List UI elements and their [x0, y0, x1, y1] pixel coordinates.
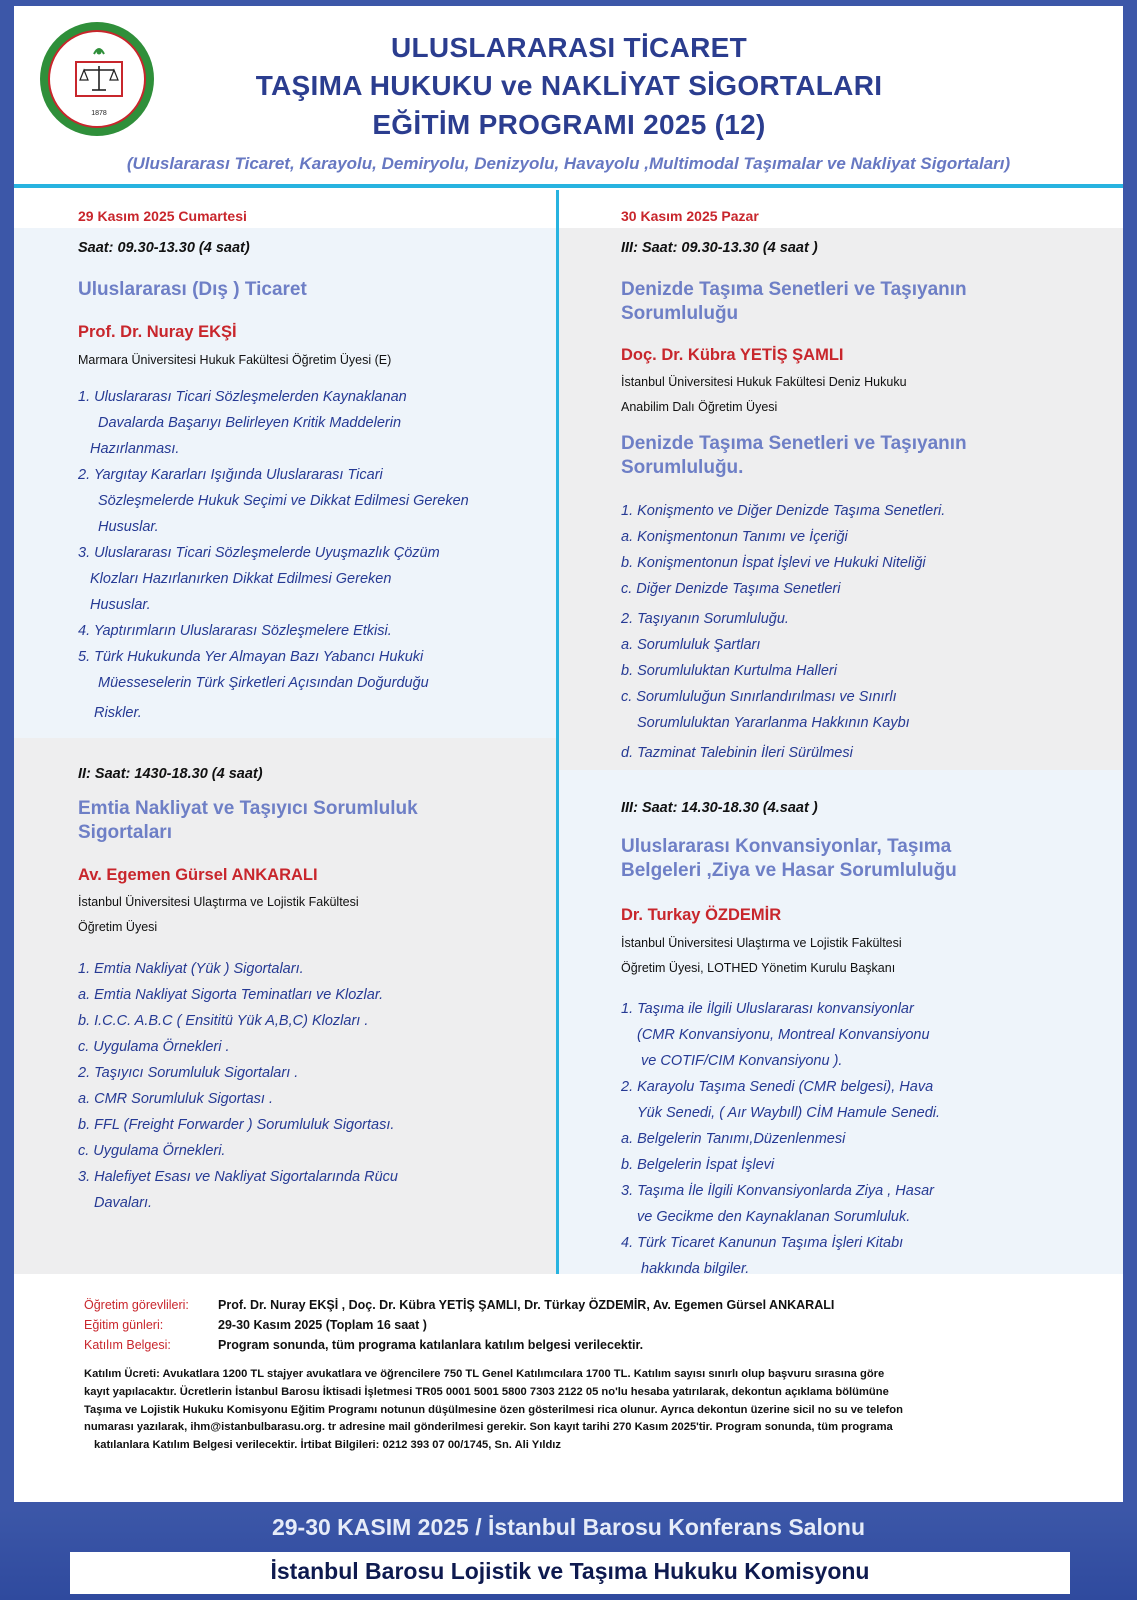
list-item: hakkında bilgiler. [641, 1261, 750, 1277]
title-line-3: EĞİTİM PROGRAMI 2025 (12) [372, 109, 766, 140]
session-1-time: Saat: 09.30-13.30 (4 saat) [78, 240, 250, 256]
session-1-topic: Uluslararası (Dış ) Ticaret [78, 279, 307, 300]
footer-date-venue: 29-30 KASIM 2025 / İstanbul Barosu Konferans Salonu [271, 1514, 866, 1540]
list-item: b. Sorumluluktan Kurtulma Halleri [621, 663, 837, 679]
list-item: c. Diğer Denizde Taşıma Senetleri [621, 581, 841, 597]
subtitle: (Uluslararası Ticaret, Karayolu, Demiryolu, Denizyolu, Havayolu ,Multimodal Taşımalar ve Nakliyat Sigortaları) [126, 154, 1011, 173]
flyer-page [14, 6, 1123, 1502]
list-item: Müesseselerin Türk Şirketleri Açısından Doğurduğu [98, 675, 429, 691]
list-item: a. Belgelerin Tanımı,Düzenlenmesi [621, 1131, 846, 1147]
day-1-column [14, 190, 556, 1274]
list-item: b. I.C.C. A.B.C ( Ensititü Yük A,B,C) Klozları . [78, 1013, 369, 1029]
list-item: 2. Taşıyanın Sorumluluğu. [621, 611, 789, 627]
list-item: 2. Yargıtay Kararları Işığında Uluslararası Ticari [78, 467, 383, 483]
certificate-value: Program sonunda, tüm programa katılanlara katılım belgesi verilecektir. [218, 1338, 644, 1352]
list-item: 1. Emtia Nakliyat (Yük ) Sigortaları. [78, 961, 304, 977]
list-item: c. Uygulama Örnekleri . [78, 1039, 230, 1055]
session-3-speaker: Doç. Dr. Kübra YETİŞ ŞAMLI [621, 346, 844, 364]
list-item: 3. Uluslararası Ticari Sözleşmelerde Uyuşmazlık Çözüm [78, 545, 440, 561]
list-item: Sorumluluktan Yararlanma Hakkının Kaybı [637, 715, 910, 731]
session-2-speaker: Av. Egemen Gürsel ANKARALI [78, 866, 318, 884]
days-label: Eğitim günleri: [84, 1318, 164, 1332]
list-item: 4. Yaptırımların Uluslararası Sözleşmelere Etkisi. [78, 623, 392, 639]
list-item: Klozları Hazırlanırken Dikkat Edilmesi Gereken [90, 571, 392, 587]
list-item: b. Konişmentonun İspat İşlevi ve Hukuki Niteliği [621, 555, 926, 571]
session-4-affiliation: İstanbul Üniversitesi Ulaştırma ve Lojistik Fakültesi Öğretim Üyesi, LOTHED Yönetim Kurulu Başkanı [621, 936, 902, 975]
session-3-topic: Denizde Taşıma Senetleri ve Taşıyanın Sorumluluğu [621, 279, 967, 324]
istanbul-barosu-logo [40, 22, 154, 136]
list-item: 1. Taşıma ile İlgili Uluslararası konvansiyonlar [621, 1001, 914, 1017]
list-item: 4. Türk Ticaret Kanunun Taşıma İşleri Kitabı [621, 1235, 904, 1251]
list-item: Riskler. [94, 705, 142, 721]
certificate-label: Katılım Belgesi: [84, 1338, 171, 1352]
list-item: 1. Uluslararası Ticari Sözleşmelerden Kaynaklanan [78, 389, 407, 405]
fee-line: Taşıma ve Lojistik Hukuku Komisyonu Eğitim Programı notunun düşülmesine özen gösterilmesi rica olunur. Ayrıca dekontun üzerine sicil no su ve telefon [84, 1403, 903, 1416]
list-item: a. Emtia Nakliyat Sigorta Teminatları ve Klozlar. [78, 987, 384, 1003]
day-1-date: 29 Kasım 2025 Cumartesi [78, 208, 247, 224]
fee-line: katılanlara Katılım Belgesi verilecektir. İrtibat Bilgileri: 0212 393 07 00/1745, Sn. Ali Yıldız [94, 1439, 561, 1452]
session-3-outline [621, 498, 945, 766]
session-4-topic: Uluslararası Konvansiyonlar, Taşıma Belgeleri ,Ziya ve Hasar Sorumluluğu [621, 836, 957, 881]
instructors-value: Prof. Dr. Nuray EKŞİ , Doç. Dr. Kübra YETİŞ ŞAMLI, Dr. Türkay ÖZDEMİR, Av. Egemen Gürsel ANKARALI [218, 1298, 835, 1312]
logo-year: 1878 [91, 110, 107, 117]
session-2-affiliation: İstanbul Üniversitesi Ulaştırma ve Lojistik Fakültesi Öğretim Üyesi [78, 895, 359, 934]
session-4-time: III: Saat: 14.30-18.30 (4.saat ) [621, 800, 818, 816]
fee-line: kayıt yapılacaktır. Ücretlerin İstanbul Barosu İktisadi İşletmesi TR05 0001 5001 5800 7303 2122 05 no'lu hesaba yatırılarak, dekontun açıklama bölümüne [84, 1385, 889, 1398]
session-2-outline [78, 956, 398, 1216]
list-item: d. Tazminat Talebinin İleri Sürülmesi [621, 745, 853, 761]
session-3-time: III: Saat: 09.30-13.30 (4 saat ) [621, 240, 818, 256]
list-item: Davalarda Başarıyı Belirleyen Kritik Maddelerin [98, 415, 402, 431]
list-item: 2. Taşıyıcı Sorumluluk Sigortaları . [78, 1065, 299, 1081]
day-2-column [559, 190, 1123, 1277]
fee-details [84, 1366, 1064, 1455]
session-1-speaker: Prof. Dr. Nuray EKŞİ [78, 323, 237, 341]
list-item: a. Konişmentonun Tanımı ve İçeriği [621, 529, 848, 545]
fee-line: numarası yazılarak, ihm@istanbulbarasu.org. tr adresine mail gönderilmesi gerekir. Son kayıt tarihi 270 Kasım 2025'tir. Program sonunda, tüm programa [84, 1421, 893, 1434]
list-item: 1. Konişmento ve Diğer Denizde Taşıma Senetleri. [621, 503, 946, 519]
session-2-topic: Emtia Nakliyat ve Taşıyıcı Sorumluluk Sigortaları [78, 798, 418, 843]
list-item: c. Uygulama Örnekleri. [78, 1143, 226, 1159]
list-item: Davaları. [94, 1195, 153, 1211]
day-2-date: 30 Kasım 2025 Pazar [621, 208, 759, 224]
list-item: (CMR Konvansiyonu, Montreal Konvansiyonu [637, 1027, 930, 1043]
list-item: 2. Karayolu Taşıma Senedi (CMR belgesi), Hava [621, 1079, 934, 1095]
session-4-speaker: Dr. Turkay ÖZDEMİR [621, 906, 782, 924]
title-line-1: ULUSLARARASI TİCARET [391, 32, 747, 63]
instructors-label: Öğretim görevlileri: [84, 1298, 189, 1312]
list-item: Hususlar. [98, 519, 159, 535]
days-value: 29-30 Kasım 2025 (Toplam 16 saat ) [218, 1318, 427, 1332]
header [14, 6, 1123, 186]
fee-line: Katılım Ücreti: Avukatlara 1200 TL stajyer avukatlara ve öğrencilere 750 TL Genel Katılımcılara 1700 TL. Katılım sayısı sınırlı olup başvuru sırasına göre [84, 1368, 885, 1380]
session-1-outline [78, 384, 469, 726]
list-item: Yük Senedi, ( Aır Waybıll) CİM Hamule Senedi. [637, 1105, 941, 1121]
list-item: 3. Taşıma İle İlgili Konvansiyonlarda Ziya , Hasar [621, 1183, 934, 1199]
footer-organizer: İstanbul Barosu Lojistik ve Taşıma Hukuku Komisyonu [270, 1558, 870, 1584]
list-item: 5. Türk Hukukunda Yer Almayan Bazı Yabancı Hukuki [78, 649, 424, 665]
header-divider [14, 184, 1123, 188]
list-item: Hususlar. [90, 597, 151, 613]
footer-banner [0, 1508, 1137, 1600]
list-item: Hazırlanması. [90, 441, 180, 457]
session-2-time: II: Saat: 1430-18.30 (4 saat) [78, 766, 263, 782]
session-3-subtopic: Denizde Taşıma Senetleri ve Taşıyanın Sorumluluğu. [621, 433, 967, 478]
list-item: b. FFL (Freight Forwarder ) Sorumluluk Sigortası. [78, 1117, 395, 1133]
list-item: ve COTIF/CIM Konvansiyonu ). [641, 1053, 843, 1069]
list-item: c. Sorumluluğun Sınırlandırılması ve Sınırlı [621, 689, 897, 705]
session-1-affiliation: Marmara Üniversitesi Hukuk Fakültesi Öğretim Üyesi (E) [78, 353, 392, 367]
list-item: ve Gecikme den Kaynaklanan Sorumluluk. [637, 1209, 911, 1225]
list-item: Sözleşmelerde Hukuk Seçimi ve Dikkat Edilmesi Gereken [98, 493, 469, 509]
list-item: 3. Halefiyet Esası ve Nakliyat Sigortalarında Rücu [78, 1169, 398, 1185]
list-item: a. CMR Sorumluluk Sigortası . [78, 1091, 274, 1107]
session-4-outline [621, 996, 940, 1282]
list-item: b. Belgelerin İspat İşlevi [621, 1157, 775, 1173]
list-item: a. Sorumluluk Şartları [621, 637, 761, 653]
title-line-2: TAŞIMA HUKUKU ve NAKLİYAT SİGORTALARI [255, 70, 883, 101]
session-3-affiliation: İstanbul Üniversitesi Hukuk Fakültesi Deniz Hukuku Anabilim Dalı Öğretim Üyesi [621, 375, 907, 414]
